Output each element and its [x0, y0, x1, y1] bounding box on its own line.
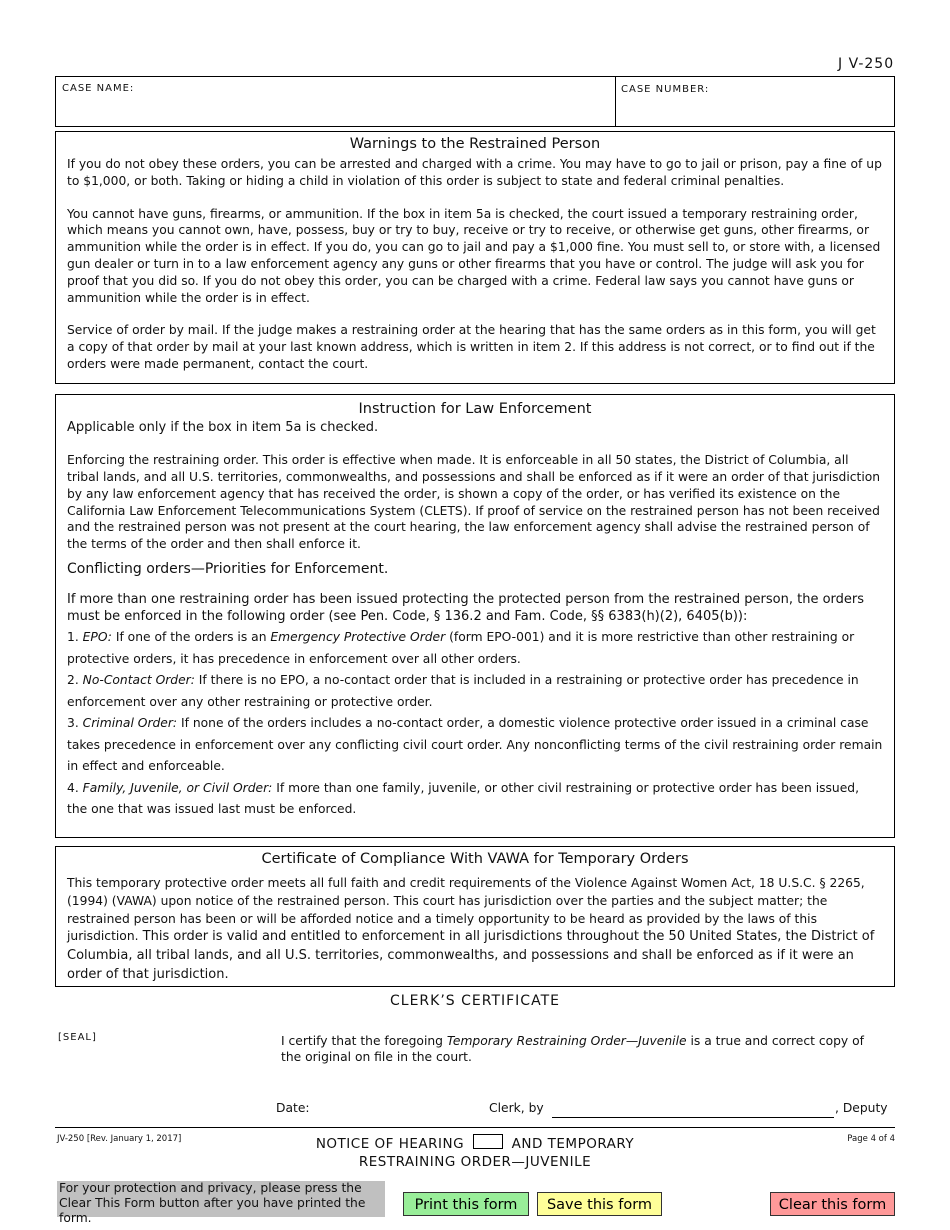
page-number: Page 4 of 4 [847, 1134, 895, 1144]
revision-date: JV-250 [Rev. January 1, 2017] [57, 1134, 182, 1144]
date-label: Date: [276, 1101, 310, 1115]
form-number: J V-250 [838, 56, 895, 72]
priority-item: 4. Family, Juvenile, or Civil Order: If more than one family, juvenile, or other civil restraining or protective order has been issued, the one that was issued last must be enforced. [67, 780, 860, 817]
clear-form-button[interactable]: Clear this form [770, 1192, 895, 1216]
case-number-label: CASE NUMBER: [621, 84, 710, 95]
warnings-paragraph-3: Service of order by mail. If the judge makes a restraining order at the hearing that has the same orders as in this form, you will get a copy of that order by mail at your last known address, which is written in item 2. If this address is not correct, or to find out if the orders were made permanent, contact the court. [67, 323, 876, 371]
service-lead: Service of order by mail. [67, 323, 219, 338]
vawa-section [55, 846, 895, 987]
law-title: Instruction for Law Enforcement [358, 401, 592, 417]
footer-rule [55, 1127, 895, 1128]
seal-label: [SEAL] [58, 1032, 97, 1043]
warnings-section [55, 131, 895, 384]
warnings-paragraph-1: If you do not obey these orders, you can be arrested and charged with a crime. You may have to go to jail or prison, pay a fine of up to $1,000, or both. Taking or hiding a child in violation of this order is subject to state and federal criminal penalties. [67, 157, 882, 188]
clerk-certificate-title: CLERK’S CERTIFICATE [390, 993, 560, 1009]
priority-item: 2. No-Contact Order: If there is no EPO, a no-contact order that is included in a restraining or protective order has precedence in enforcement over any other restraining or protective order. [67, 673, 859, 709]
case-name-label: CASE NAME: [62, 83, 135, 94]
save-form-button[interactable]: Save this form [537, 1192, 662, 1216]
warnings-paragraph-2: You cannot have guns, firearms, or ammunition. If the box in item 5a is checked, the court issued a temporary restraining order, which means you cannot own, have, possess, buy or try to buy, receive or try to receive, or otherwise get guns, other firearms, or ammunition while the order is in effect. If you do, you can go to jail and pay a $1,000 fine. You must sell to, or store with, a licensed gun dealer or turn in to a law enforcement agency any guns or other firearms that you have or control. The judge will ask you for proof that you did so. If you do not obey this order, you can be charged with a crime. Federal law says you cannot have guns or ammunition while the order is in effect. [67, 206, 881, 305]
case-header [55, 76, 895, 127]
hearing-checkbox[interactable] [473, 1134, 503, 1149]
guns-lead: You cannot have guns, firearms, or ammunition. [67, 206, 364, 221]
footer-title: NOTICE OF HEARING AND TEMPORARY RESTRAINING ORDER—JUVENILE [315, 1136, 635, 1170]
clerk-signature-line[interactable] [552, 1117, 834, 1118]
case-divider [615, 77, 616, 126]
privacy-note: For your protection and privacy, please press the Clear This Form button after you have printed the form. [57, 1181, 385, 1217]
clerk-certification-text: I certify that the foregoing Temporary Restraining Order—Juvenile is a true and correct copy of the original on file in the court. [281, 1034, 864, 1064]
conflicting-orders-heading: Conflicting orders—Priorities for Enforcement. [67, 560, 389, 577]
deputy-label: , Deputy [835, 1101, 888, 1115]
priority-item: 1. EPO: If one of the orders is an Emergency Protective Order (form EPO-001) and it is more restrictive than other restraining or protective orders, it has precedence in enforcement over all other orders. [67, 630, 855, 666]
warnings-title: Warnings to the Restrained Person [349, 136, 601, 152]
print-form-button[interactable]: Print this form [403, 1192, 529, 1216]
vawa-title: Certificate of Compliance With VAWA for Temporary Orders [261, 851, 689, 867]
priority-list [56, 627, 894, 821]
law-enforcing-paragraph: Enforcing the restraining order. This order is effective when made. It is enforceable in all 50 states, the District of Columbia, all tribal lands, and all U.S. territories, commonwealths, and possessions and shall be enforced as if it were an order of that jurisdiction by any law enforcement agency that has received the order, is shown a copy of the order, or has verified its existence on the California Law Enforcement Telecommunications System (CLETS). If proof of service on the restrained person has not been received and the restrained person was not present at the court hearing, the law enforcement agency shall advise the restrained person of the terms of the order and then shall enforce it. [67, 453, 881, 552]
law-enforcement-section [55, 394, 895, 838]
clerk-by-label: Clerk, by [489, 1101, 544, 1115]
law-applicable: Applicable only if the box in item 5a is checked. [67, 420, 379, 435]
conflicting-intro: If more than one restraining order has been issued protecting the protected person from the restrained person, the orders must be enforced in the following order (see Pen. Code, § 136.2 and Fam. Code, §§ 6383(h)(2), 6405(b)): [67, 591, 865, 625]
priority-item: 3. Criminal Order: If none of the orders includes a no-contact order, a domestic violence protective order issued in a criminal case takes precedence in enforcement over any conflicting civil court order. Any nonconflicting terms of the civil restraining order remain in effect and enforceable. [67, 716, 883, 774]
vawa-paragraph: This temporary protective order meets all full faith and credit requirements of the Violence Against Women Act, 18 U.S.C. § 2265, (1994) (VAWA) upon notice of the restrained person. This court has jurisdiction over the parties and the subject matter; the restrained person has been or will be afforded notice and a timely opportunity to be heard as provided by the laws of this jurisdiction. This order is valid and entitled to enforcement in all jurisdictions throughout the 50 United States, the District of Columbia, all tribal lands, and all U.S. territories, commonwealths, and possessions and shall be enforced as if it were an order of that jurisdiction. [67, 876, 875, 982]
